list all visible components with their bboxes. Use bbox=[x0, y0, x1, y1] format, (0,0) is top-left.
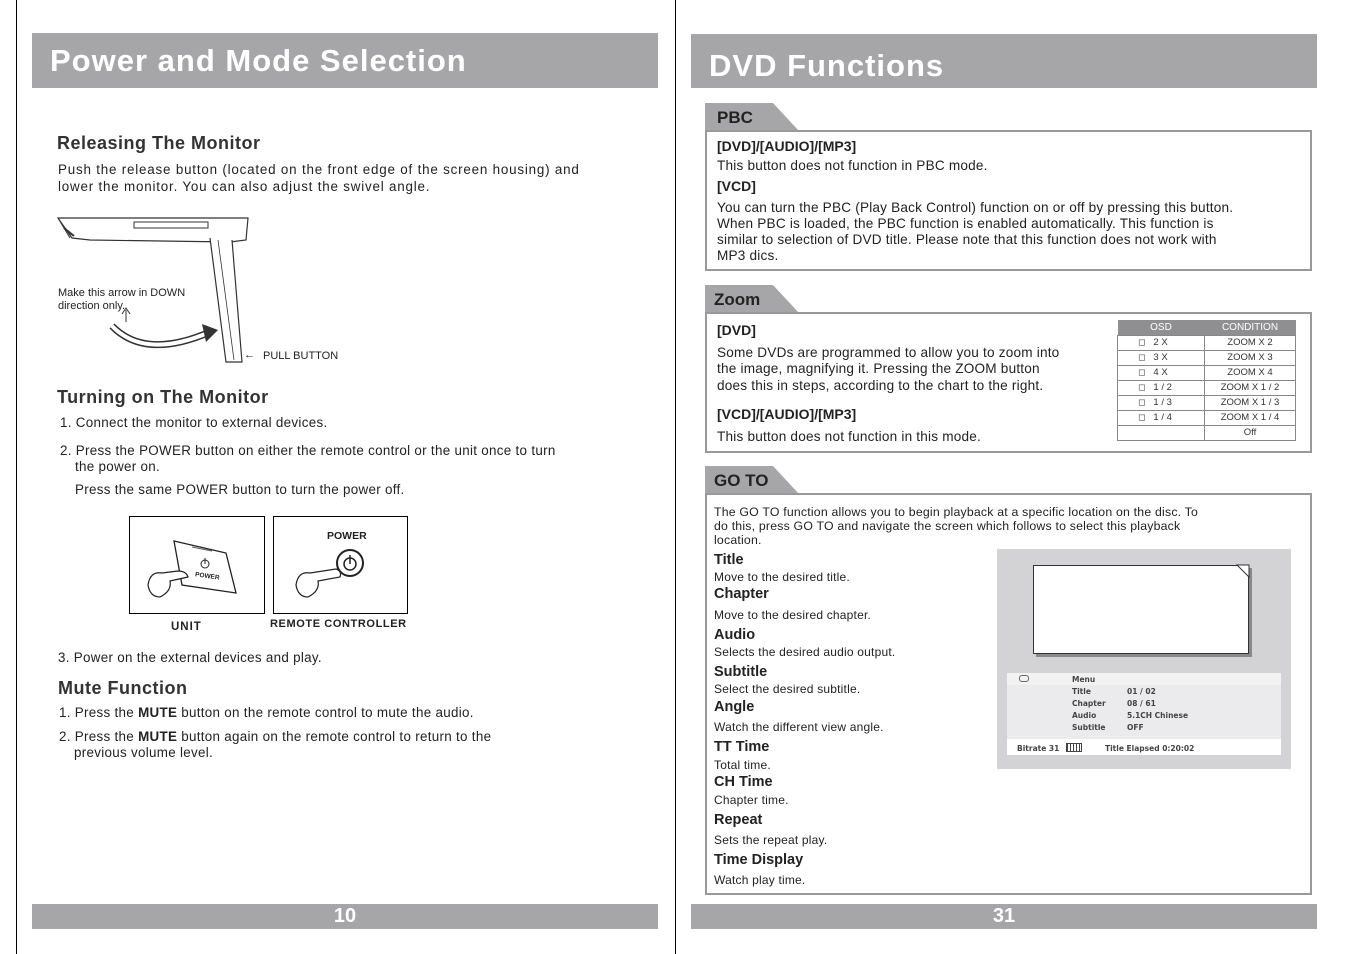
goto-item-desc: Move to the desired chapter. bbox=[714, 608, 872, 622]
remote-power-text: POWER bbox=[327, 530, 367, 542]
page-divider bbox=[675, 0, 676, 954]
pbc-sub-1: [DVD]/[AUDIO]/[MP3] bbox=[717, 138, 857, 154]
zoom-text-2: This button does not function in this mode. bbox=[717, 429, 982, 444]
turning-step-2b: the power on. bbox=[75, 459, 161, 474]
goto-item-desc: Selects the desired audio output. bbox=[714, 645, 896, 659]
osd-value: 01 / 02 bbox=[1127, 687, 1156, 696]
releasing-line-2: lower the monitor. You can also adjust the swivel angle. bbox=[58, 179, 431, 194]
zoom-osd-cell bbox=[1118, 425, 1205, 440]
pbc-text-2-l2: When PBC is loaded, the PBC function is enabled automatically. This function is bbox=[717, 216, 1214, 231]
magnifier-icon: ◻ bbox=[1138, 337, 1146, 347]
zoom-condition-cell: ZOOM X 2 bbox=[1205, 335, 1296, 350]
releasing-heading: Releasing The Monitor bbox=[57, 133, 261, 153]
disc-icon bbox=[1019, 675, 1029, 682]
zoom-condition-cell: ZOOM X 4 bbox=[1205, 365, 1296, 380]
table-row bbox=[1118, 395, 1296, 410]
mute-heading: Mute Function bbox=[58, 678, 188, 698]
unit-power-text: POWER bbox=[194, 571, 220, 582]
goto-item-title: Repeat bbox=[714, 812, 763, 828]
mute-step-2: 2. Press the MUTE button again on the remote control to return to the bbox=[59, 729, 492, 744]
osd-value: 5.1CH Chinese bbox=[1127, 711, 1189, 720]
zoom-osd-cell: ◻ 1 / 4 bbox=[1118, 410, 1205, 425]
zoom-condition-cell: ZOOM X 3 bbox=[1205, 350, 1296, 365]
goto-item-title: Chapter bbox=[714, 586, 769, 602]
zoom-osd-cell: ◻ 3 X bbox=[1118, 350, 1205, 365]
zoom-osd-cell: ◻ 4 X bbox=[1118, 365, 1205, 380]
goto-item-desc: Chapter time. bbox=[714, 793, 789, 807]
remote-power-illustration bbox=[273, 516, 408, 614]
zoom-table-header bbox=[1118, 320, 1296, 335]
pull-button-label: PULL BUTTON bbox=[263, 350, 339, 362]
goto-item-title: Angle bbox=[714, 699, 755, 715]
unit-label: UNIT bbox=[171, 621, 202, 633]
pbc-text-2-l3: similar to selection of DVD title. Please note that this function does not work with bbox=[717, 232, 1217, 247]
zoom-text-1-l3: does this in steps, according to the chart to the right. bbox=[717, 378, 1044, 393]
goto-item-desc: Total time. bbox=[714, 758, 771, 772]
osd-label: Subtitle bbox=[1072, 723, 1106, 732]
table-row bbox=[1118, 410, 1296, 425]
turning-step-3: 3. Power on the external devices and play. bbox=[58, 650, 322, 665]
goto-item-desc: Move to the desired title. bbox=[714, 570, 850, 584]
osd-menu-bar bbox=[1007, 673, 1281, 685]
table-row bbox=[1118, 380, 1296, 395]
page-curl-icon bbox=[1235, 563, 1251, 579]
right-page-title: DVD Functions bbox=[691, 34, 1317, 88]
magnifier-icon: ◻ bbox=[1138, 352, 1146, 362]
zoom-sub-1: [DVD] bbox=[717, 322, 756, 338]
table-row bbox=[1118, 425, 1296, 440]
left-page-title: Power and Mode Selection bbox=[32, 33, 658, 88]
osd-label: Audio bbox=[1072, 711, 1097, 720]
turning-step-2a: 2. Press the POWER button on either the remote control or the unit once to turn bbox=[60, 443, 556, 458]
osd-value: OFF bbox=[1127, 723, 1144, 732]
mute-step-1: 1. Press the MUTE button on the remote control to mute the audio. bbox=[59, 705, 474, 720]
goto-item-title: TT Time bbox=[714, 739, 770, 755]
bitrate-meter-icon bbox=[1066, 743, 1082, 752]
table-row bbox=[1118, 335, 1296, 350]
pbc-tab-label: PBC bbox=[717, 108, 753, 127]
goto-item-title: CH Time bbox=[714, 774, 773, 790]
osd-menu-label: Menu bbox=[1072, 675, 1096, 684]
remote-controller-label: REMOTE CONTROLLER bbox=[270, 618, 407, 630]
arrow-note-line-1: Make this arrow in DOWN bbox=[58, 287, 186, 299]
pbc-text-1: This button does not function in PBC mode. bbox=[717, 158, 988, 173]
goto-item-title: Audio bbox=[714, 627, 756, 643]
zoom-sub-2: [VCD]/[AUDIO]/[MP3] bbox=[717, 406, 857, 422]
zoom-text-1-l1: Some DVDs are programmed to allow you to zoom into bbox=[717, 345, 1060, 360]
mute-step-2-line-2: previous volume level. bbox=[74, 745, 214, 760]
zoom-header-osd: OSD bbox=[1118, 320, 1205, 335]
goto-tab-label: GO TO bbox=[714, 471, 769, 490]
goto-intro-l3: location. bbox=[714, 533, 762, 547]
zoom-condition-cell: ZOOM X 1 / 2 bbox=[1205, 380, 1296, 395]
goto-item-title: Subtitle bbox=[714, 664, 768, 680]
zoom-text-1-l2: the image, magnifying it. Pressing the ZOOM button bbox=[717, 361, 1040, 376]
zoom-osd-cell: ◻ 1 / 2 bbox=[1118, 380, 1205, 395]
zoom-osd-cell: ◻ 1 / 3 bbox=[1118, 395, 1205, 410]
osd-bitrate: Bitrate 31 bbox=[1017, 744, 1060, 753]
table-row bbox=[1118, 365, 1296, 380]
pbc-sub-2: [VCD] bbox=[717, 178, 756, 194]
unit-power-illustration bbox=[129, 516, 265, 614]
goto-item-desc: Watch play time. bbox=[714, 873, 806, 887]
screen-preview bbox=[1033, 565, 1249, 654]
releasing-line-1: Push the release button (located on the front edge of the screen housing) and bbox=[58, 162, 580, 177]
magnifier-icon: ◻ bbox=[1138, 397, 1146, 407]
osd-title-elapsed: Title Elapsed 0:20:02 bbox=[1105, 744, 1195, 753]
arrow-note-line-2: direction only. bbox=[58, 300, 126, 312]
goto-item-desc: Select the desired subtitle. bbox=[714, 682, 861, 696]
table-row bbox=[1118, 350, 1296, 365]
zoom-header-condition: CONDITION bbox=[1205, 320, 1296, 335]
zoom-osd-cell: ◻ 2 X bbox=[1118, 335, 1205, 350]
zoom-condition-cell: ZOOM X 1 / 3 bbox=[1205, 395, 1296, 410]
goto-osd-screen bbox=[997, 549, 1291, 769]
pbc-text-2-l1: You can turn the PBC (Play Back Control) function on or off by pressing this button. bbox=[717, 200, 1234, 215]
magnifier-icon: ◻ bbox=[1138, 382, 1146, 392]
goto-intro-l2: do this, press GO TO and navigate the screen which follows to select this playback bbox=[714, 519, 1181, 533]
zoom-condition-cell: ZOOM X 1 / 4 bbox=[1205, 410, 1296, 425]
turning-step-1: 1. Connect the monitor to external devices. bbox=[60, 415, 328, 430]
turning-heading: Turning on The Monitor bbox=[57, 387, 269, 407]
pull-button-arrow-icon: ← bbox=[244, 349, 255, 361]
left-page-number: 10 bbox=[32, 904, 658, 929]
goto-item-title: Time Display bbox=[714, 852, 804, 868]
turning-step-2c: Press the same POWER button to turn the power off. bbox=[75, 482, 405, 497]
zoom-table bbox=[1117, 320, 1296, 441]
osd-value: 08 / 61 bbox=[1127, 699, 1156, 708]
osd-label: Title bbox=[1072, 687, 1091, 696]
magnifier-icon: ◻ bbox=[1138, 367, 1146, 377]
left-page-border bbox=[16, 0, 17, 954]
goto-item-desc: Sets the repeat play. bbox=[714, 833, 828, 847]
goto-intro-l1: The GO TO function allows you to begin playback at a specific location on the disc. To bbox=[714, 505, 1199, 519]
goto-item-title: Title bbox=[714, 552, 744, 568]
zoom-condition-cell: Off bbox=[1205, 425, 1296, 440]
goto-item-desc: Watch the different view angle. bbox=[714, 720, 884, 734]
zoom-tab-label: Zoom bbox=[714, 290, 761, 309]
osd-label: Chapter bbox=[1072, 699, 1106, 708]
pbc-text-2-l4: MP3 dics. bbox=[717, 248, 779, 263]
right-page-number: 31 bbox=[691, 904, 1317, 929]
magnifier-icon: ◻ bbox=[1138, 412, 1146, 422]
